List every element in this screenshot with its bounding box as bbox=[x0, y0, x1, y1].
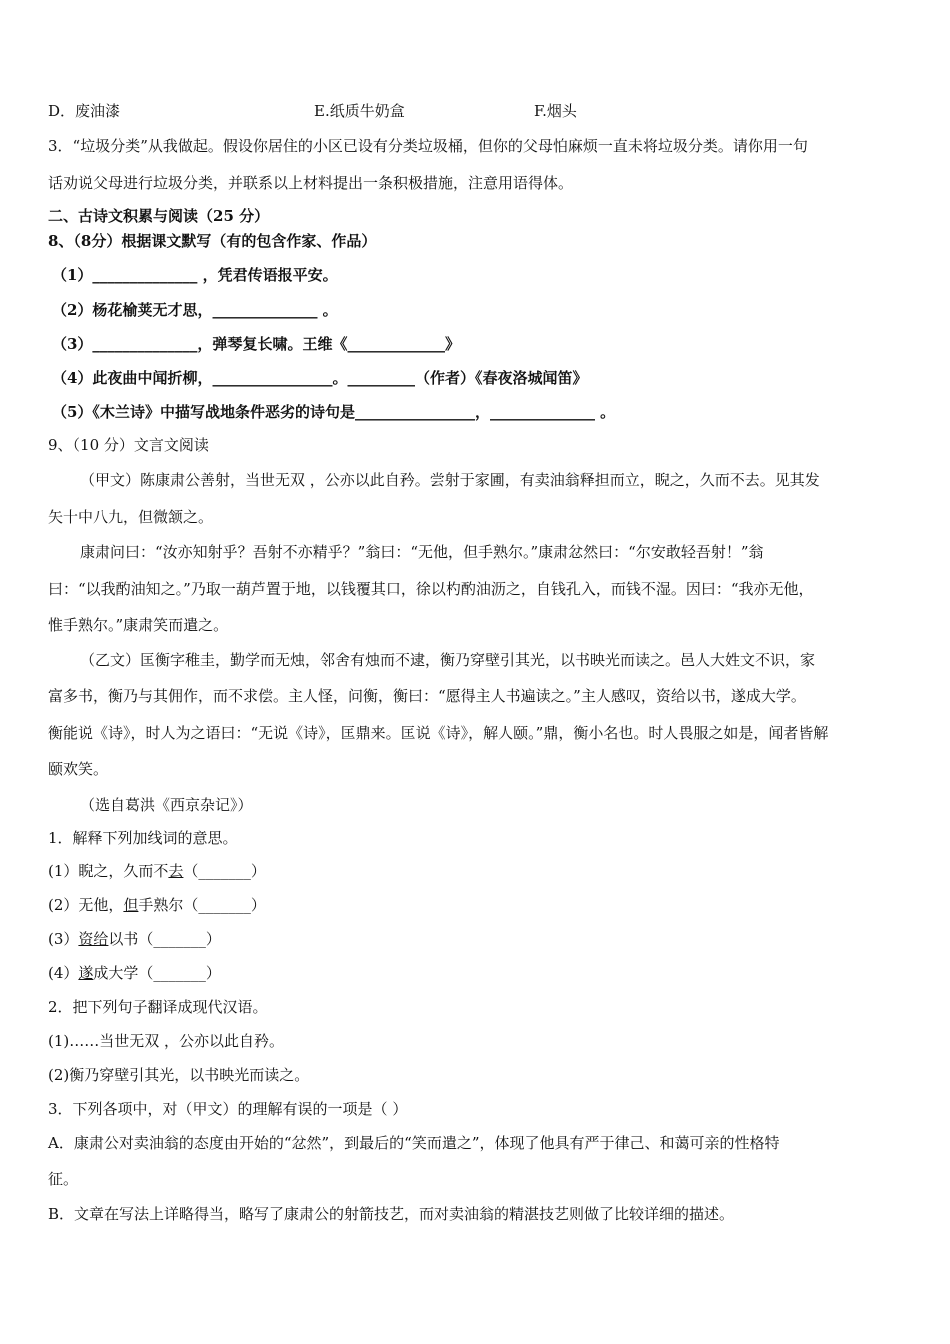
q8-item-4: （4）此夜曲中闻折柳，________________。_________（作者）《春夜洛城闻笛》 bbox=[52, 369, 588, 387]
underlined-word: 遂 bbox=[78, 964, 94, 982]
option-e: E.纸质牛奶盒 bbox=[314, 102, 405, 120]
yi-line-3: 衡能说《诗》，时人为之语曰：“无说《诗》，匡鼎来。匡说《诗》，解人颐。”鼎，衡小名也。时人畏服之如是，闻者皆解 bbox=[48, 724, 829, 742]
sub3-title: 3．下列各项中，对（甲文）的理解有误的一项是（ ） bbox=[48, 1100, 408, 1118]
sub2-item-1: (1)……当世无双 ，公亦以此自矜。 bbox=[48, 1032, 285, 1050]
jia-paragraph-1-line-1: （甲文）陈康肃公善射，当世无双 ，公亦以此自矜。尝射于家圃，有卖油翁释担而立，睨之，久而不去。见其发 bbox=[80, 471, 820, 489]
section-title: 二、古诗文积累与阅读（25 分） bbox=[48, 207, 270, 225]
jia-paragraph-2-line-2: 曰：“以我酌油知之。”乃取一葫芦置于地，以钱覆其口，徐以杓酌油沥之，自钱孔入，而钱不湿。因曰：“我亦无他， bbox=[48, 580, 814, 598]
option-d: D．废油漆 bbox=[48, 102, 121, 120]
q3-line-1: 3．“垃圾分类”从我做起。假设你居住的小区已设有分类垃圾桶，但你的父母怕麻烦一直未将垃圾分类。请你用一句 bbox=[48, 137, 808, 155]
underlined-word: 但 bbox=[123, 896, 139, 914]
sub1-item-2: (2）无他，但手熟尔（_______） bbox=[48, 896, 266, 914]
source-note: （选自葛洪《西京杂记》） bbox=[80, 796, 253, 814]
jia-paragraph-2-line-3: 惟手熟尔。”康肃笑而遣之。 bbox=[48, 616, 229, 634]
q9-title: 9、（10 分）文言文阅读 bbox=[48, 436, 209, 454]
q8-item-5: （5）《木兰诗》中描写战地条件恶劣的诗句是________________，______________ 。 bbox=[52, 403, 616, 421]
q8-item-1: （1）______________ ，凭君传语报平安。 bbox=[52, 266, 338, 284]
yi-line-4: 颐欢笑。 bbox=[48, 760, 109, 778]
yi-line-1: （乙文）匡衡字稚圭，勤学而无烛，邻舍有烛而不逮，衡乃穿壁引其光，以书映光而读之。邑人大姓文不识，家 bbox=[80, 651, 816, 669]
sub1-item-3: (3）资给以书（_______） bbox=[48, 930, 221, 948]
option-a-line-1: A．康肃公对卖油翁的态度由开始的“忿然”，到最后的“笑而遣之”，体现了他具有严于律己、和蔼可亲的性格特 bbox=[48, 1134, 780, 1152]
option-f: F.烟头 bbox=[534, 102, 577, 120]
q8-item-3: （3）______________，弹琴复长啸。王维《_____________》 bbox=[52, 335, 460, 353]
q8-item-2: （2）杨花榆荚无才思，______________ 。 bbox=[52, 301, 338, 319]
jia-paragraph-2-line-1: 康肃问曰：“汝亦知射乎？吾射不亦精乎？”翁曰：“无他，但手熟尔。”康肃忿然曰：“尔安敢轻吾射！”翁 bbox=[80, 543, 764, 561]
yi-line-2: 富多书，衡乃与其佣作，而不求偿。主人怪，问衡，衡曰：“愿得主人书遍读之。”主人感叹，资给以书，遂成大学。 bbox=[48, 687, 806, 705]
sub1-item-1: (1）睨之，久而不去（_______） bbox=[48, 862, 266, 880]
sub2-item-2: (2)衡乃穿壁引其光，以书映光而读之。 bbox=[48, 1066, 310, 1084]
options-row bbox=[48, 100, 908, 122]
underlined-word: 去 bbox=[168, 862, 184, 880]
q8-title: 8、（8分）根据课文默写（有的包含作家、作品） bbox=[48, 232, 377, 250]
sub2-title: 2．把下列句子翻译成现代汉语。 bbox=[48, 998, 268, 1016]
option-b: B．文章在写法上详略得当，略写了康肃公的射箭技艺，而对卖油翁的精湛技艺则做了比较详细的描述。 bbox=[48, 1205, 735, 1223]
sub1-title: 1．解释下列加线词的意思。 bbox=[48, 829, 238, 847]
option-a-line-2: 征。 bbox=[48, 1170, 79, 1188]
sub1-item-4: (4）遂成大学（_______） bbox=[48, 964, 221, 982]
q3-line-2: 话劝说父母进行垃圾分类，并联系以上材料提出一条积极措施，注意用语得体。 bbox=[48, 174, 574, 192]
underlined-word: 资给 bbox=[78, 930, 109, 948]
jia-paragraph-1-line-2: 矢十中八九，但微颔之。 bbox=[48, 508, 214, 526]
